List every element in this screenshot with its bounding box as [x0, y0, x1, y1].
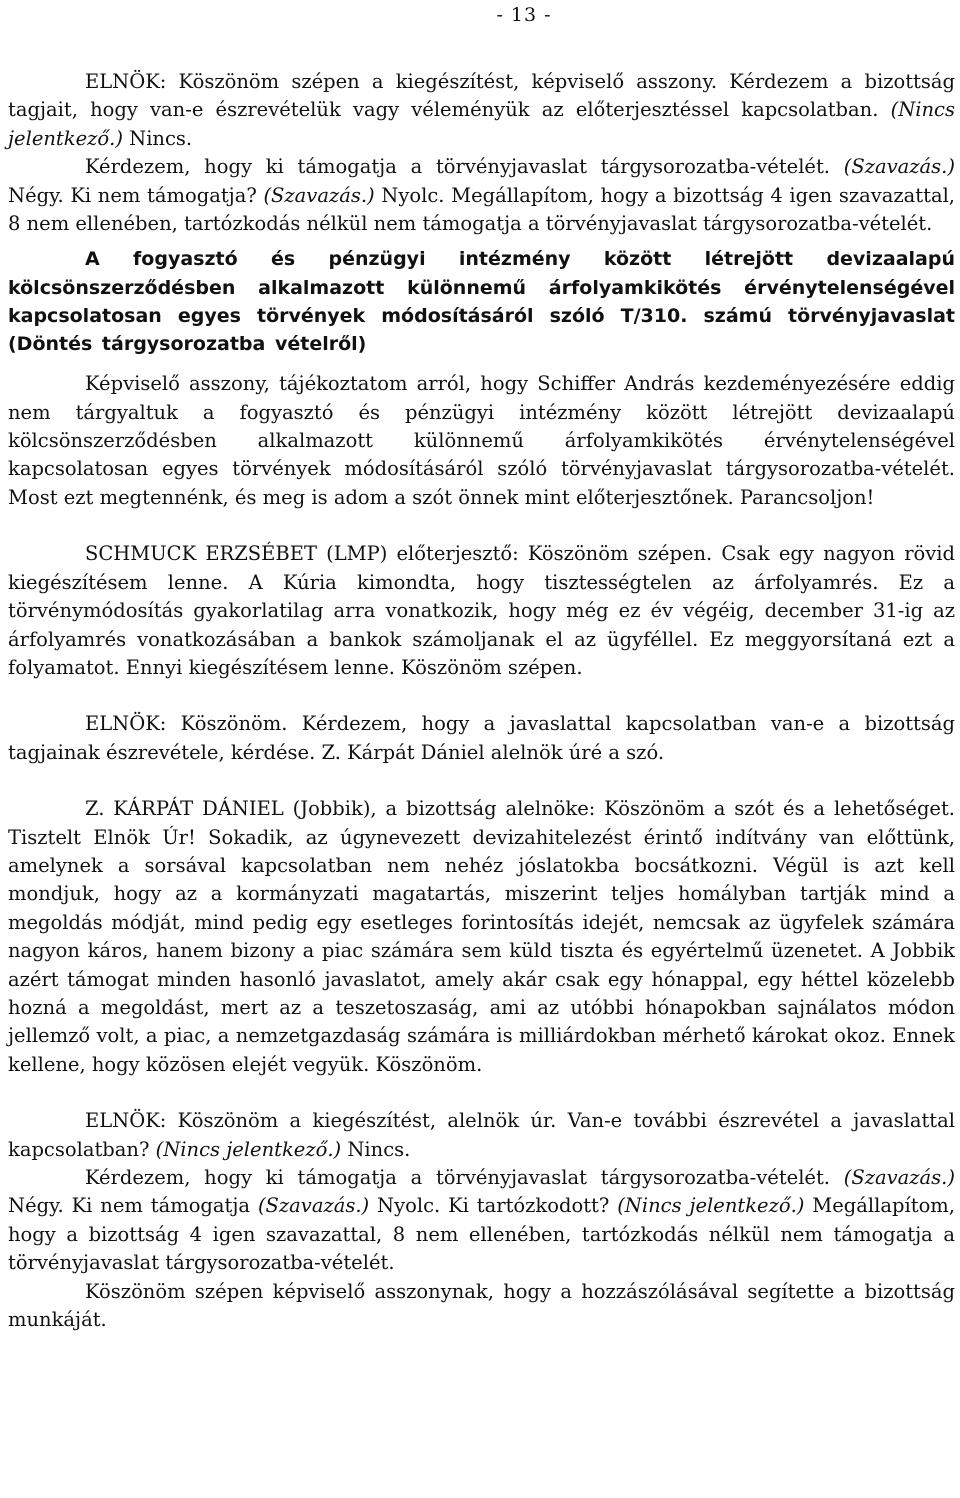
paragraph-chair-3: ELNÖK: Köszönöm. Kérdezem, hogy a javaslattal kapcsolatban van-e a bizottság tagjainak észrevétele, kérdése. Z. Kárpát Dániel alelnök úré a szó.: [8, 712, 955, 764]
paragraph-chair-4: ELNÖK: Köszönöm a kiegészítést, alelnök úr. Van-e további észrevétel a javaslattal kapcsolatban? (Nincs jelentkező.) Nincs.: [8, 1109, 955, 1161]
page-number: - 13 -: [496, 4, 552, 26]
document-body: [8, 68, 955, 1334]
paragraph-vote-2: Kérdezem, hogy ki támogatja a törvényjavaslat tárgysorozatba-vételét. (Szavazás.) Négy. Ki nem támogatja (Szavazás.) Nyolc. Ki tartózkodott? (Nincs jelentkező.) Megállapítom, hogy a bizottság 4 igen szavazattal, 8 nem ellenében, tartózkodás nélkül nem támogatja a törvényjavaslat tárgysorozatba-vételét.: [8, 1166, 955, 1275]
paragraph-schmuck: SCHMUCK ERZSÉBET (LMP) előterjesztő: Köszönöm szépen. Csak egy nagyon rövid kiegészítésem lenne. A Kúria kimondta, hogy tisztességtelen az árfolyamrés. Ez a törvénymódosítás gyakorlatilag arra vonatkozik, hogy még ez év végéig, december 31-ig az árfolyamrés vonatkozásában a bankok számoljanak el az ügyféllel. Ez meggyorsítaná ezt a folyamatot. Ennyi kiegészítésem lenne. Köszönöm szépen.: [8, 542, 955, 679]
paragraph-closing: Köszönöm szépen képviselő asszonynak, hogy a hozzászólásával segítette a bizottság munkáját.: [8, 1279, 955, 1332]
paragraph-vote-1: Kérdezem, hogy ki támogatja a törvényjavaslat tárgysorozatba-vételét. (Szavazás.) Négy. Ki nem támogatja? (Szavazás.) Nyolc. Megállapítom, hogy a bizottság 4 igen szavazattal, 8 nem ellenében, tartózkodás nélkül nem támogatja a törvényjavaslat tárgysorozatba-vételét.: [8, 155, 956, 236]
agenda-heading: A fogyasztó és pénzügyi intézmény között létrejött devizaalapú kölcsönszerződésben alkalmazott különnemű árfolyamkikötés érvénytelenségével kapcsolatosan egyes törvények módosításáról szóló T/310. számú törvényjavaslat (Döntés tárgysorozatba vételről): [8, 248, 955, 356]
paragraph-karpat: Z. KÁRPÁT DÁNIEL (Jobbik), a bizottság alelnöke: Köszönöm a szót és a lehetőséget. Tisztelt Elnök Úr! Sokadik, az úgynevezett devizahitelezést érintő indítvány van előttünk, amelynek a sorsával kapcsolatban nem nehéz jóslatokba bocsátkozni. Végül is azt kell mondjuk, hogy az a kormányzati magatartás, miszerint teljes homályban tartják mind a megoldás módját, mind pedig egy esetleges forintosítás idejét, nemcsak az ügyfelek számára nagyon káros, hanem bizony a piac számára sem küld tiszta és egyértelmű üzenetet. A Jobbik azért támogat minden hasonló javaslatot, amely akár csak egy hónappal, egy héttel közelebb hozná a megoldást, mert az a teszetoszaság, ami az utóbbi hónapokban sajnálatos módon jellemző volt, a piac, a nemzetgazdaság számára is milliárdokban mérhető károkat okoz. Ennek kellene, hogy közösen elejét vegyük. Köszönöm.: [8, 797, 955, 1076]
paragraph-chair-2: Képviselő asszony, tájékoztatom arról, hogy Schiffer András kezdeményezésére eddig nem tárgyaltuk a fogyasztó és pénzügyi intézmény között létrejött devizaalapú kölcsönszerződésben alkalmazott különnemű árfolyamkikötés érvénytelenségével kapcsolatosan egyes törvények módosításáról szóló törvényjavaslat tárgysorozatba-vételét. Most ezt megtennénk, és meg is adom a szót önnek mint előterjesztőnek. Parancsoljon!: [8, 372, 955, 509]
paragraph-chair-1: ELNÖK: Köszönöm szépen a kiegészítést, képviselő asszony. Kérdezem a bizottság tagjait, hogy van-e észrevételük vagy véleményük az előterjesztéssel kapcsolatban. (Nincs jelentkező.) Nincs.: [8, 70, 955, 150]
